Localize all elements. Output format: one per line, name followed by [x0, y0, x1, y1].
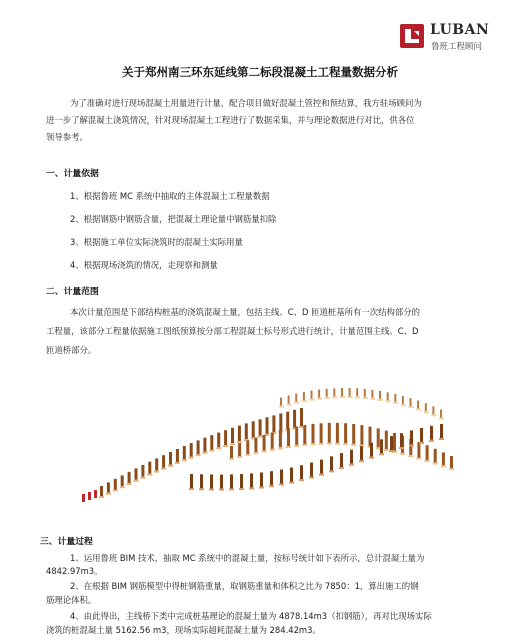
pile-column [252, 421, 255, 437]
pile-column [100, 486, 103, 496]
pile-column [190, 474, 193, 488]
pile-column [312, 424, 315, 443]
pile-column [114, 479, 117, 490]
pile-column [94, 490, 97, 498]
pile-column [326, 389, 328, 397]
pile-cap [309, 477, 314, 479]
pile-column [169, 452, 172, 465]
pile-cap [439, 418, 444, 420]
pile-column [344, 423, 347, 443]
pile-column [350, 450, 353, 464]
pile-cap [327, 443, 332, 445]
pile-cap [258, 436, 263, 438]
pile-cap [120, 486, 125, 488]
pile-column [240, 474, 243, 488]
pile-cap [287, 404, 292, 406]
pile-cap [140, 477, 145, 479]
pile-cap [279, 406, 284, 408]
pile-column [430, 426, 433, 440]
section-heading-process: 三、计量过程 [40, 537, 93, 547]
pile-cap [343, 443, 348, 445]
list-item: 4、根据现场浇筑的情况，走现察和测量 [70, 260, 218, 270]
pile-column [190, 443, 193, 457]
pile-cap [425, 460, 430, 462]
pile-cap [127, 483, 132, 485]
list-item: 1、根据鲁班 MC 系统中抽取的主体混凝土工程量数据 [70, 191, 270, 201]
pile-cap [319, 443, 324, 445]
pile-column [197, 440, 200, 454]
pile-cap [349, 464, 354, 466]
pile-cap [229, 488, 234, 490]
pile-column [238, 426, 241, 442]
pile-cap [384, 449, 389, 451]
pile-cap [332, 396, 337, 398]
pile-cap [299, 479, 304, 481]
pile-cap [424, 411, 429, 413]
pile-column [155, 458, 158, 470]
pile-cap [359, 460, 364, 462]
pile-column [238, 443, 241, 456]
intro-line-1: 为了准确对进行现场混凝土用量进行计量，配合项目做好混凝土管控和预结算，我方驻场顾问为 [70, 98, 422, 108]
pile-column [387, 392, 389, 400]
pile-column [300, 465, 303, 479]
pile-column [311, 391, 313, 399]
process-line: 筋理论体积。 [46, 595, 97, 605]
pile-cap [369, 457, 374, 459]
pile-column [88, 492, 91, 500]
document-title: 关于郑州南三环东延线第二标段混凝土工程量数据分析 [122, 65, 398, 79]
pile-column [288, 396, 290, 404]
pile-cap [202, 452, 207, 454]
pile-cap [230, 443, 235, 445]
pile-cap [386, 400, 391, 402]
pile-column [390, 436, 393, 450]
pile-column [400, 433, 403, 447]
pile-cap [317, 398, 322, 400]
pile-cap [294, 445, 299, 447]
pile-column [260, 473, 263, 487]
process-line: 1、运用鲁班 BIM 技术，抽取 MC 系统中的混凝土量，按标号统计如下表所示，总计混凝土量为 [70, 553, 425, 563]
pile-cap [279, 484, 284, 486]
pile-cap [379, 453, 384, 455]
pile-column [300, 408, 303, 426]
pile-column [328, 423, 331, 443]
pile-column [341, 388, 343, 396]
pile-column [287, 428, 290, 446]
pile-column [440, 410, 442, 418]
pile-foundation-bim-diagram [80, 368, 470, 528]
pile-column [394, 394, 396, 402]
pile-column [318, 390, 320, 398]
pile-cap [335, 443, 340, 445]
pile-column [135, 468, 138, 479]
pile-column [259, 419, 262, 435]
pile-column [434, 449, 437, 463]
list-item: 3、根据施工单位实际浇筑时的混凝土实际用量 [70, 237, 243, 247]
pile-column [340, 453, 343, 467]
pile-cap [147, 474, 152, 476]
pile-column [320, 460, 323, 474]
pile-column [420, 428, 423, 442]
pile-column [290, 468, 293, 482]
pile-column [220, 475, 223, 489]
pile-column [231, 428, 234, 443]
pile-column [176, 449, 179, 462]
pile-column [121, 475, 124, 486]
pile-column [280, 398, 282, 406]
pile-column [162, 455, 165, 468]
pile-column [330, 456, 333, 470]
intro-line-2: 进一步了解混凝土浇筑情况，针对现场混凝土工程进行了数据采集，并与理论数据进行对比，供各位 [46, 115, 415, 125]
pile-column [371, 390, 373, 398]
pile-cap [393, 402, 398, 404]
pile-cap [219, 489, 224, 491]
pile-cap [355, 396, 360, 398]
section-heading-basis: 一、计量依据 [46, 169, 99, 179]
pile-column [230, 474, 233, 488]
pile-cap [409, 406, 414, 408]
pile-column [349, 388, 351, 396]
pile-cap [154, 471, 159, 473]
pile-column [203, 438, 206, 452]
pile-column [250, 473, 253, 487]
pile-cap [339, 467, 344, 469]
pile-cap [416, 458, 421, 460]
pile-column [410, 398, 412, 406]
pile-column [200, 474, 203, 488]
pile-cap [175, 462, 180, 464]
process-line: 4842.97m3。 [46, 566, 103, 576]
pile-column [426, 445, 429, 460]
pile-cap [376, 447, 381, 449]
pile-cap [168, 465, 173, 467]
scope-line-2: 工程量，该部分工程量依据施工图纸预算按分部工程混凝土标号形式进行统计，计量范围主线、C、D [46, 326, 419, 336]
intro-line-3: 领导参考。 [46, 132, 88, 142]
pile-cap [237, 456, 242, 458]
pile-column [360, 425, 363, 445]
pile-cap [253, 452, 258, 454]
pile-column [352, 424, 355, 444]
pile-column [266, 417, 269, 434]
pile-cap [419, 442, 424, 444]
pile-cap [189, 457, 194, 459]
pile-column [393, 433, 396, 451]
pile-cap [400, 453, 405, 455]
process-line: 2、在根据 BIM 钢筋模型中得桩钢筋重量，取钢筋重量和体积之比为 7850：1，算出施工的钢 [70, 581, 419, 591]
list-item: 2、根据钢筋中钢筋含量，把混凝土理论量中钢筋量扣除 [70, 214, 277, 224]
pile-cap [245, 454, 250, 456]
pile-column [440, 424, 443, 438]
pile-cap [237, 441, 242, 443]
pile-column [417, 442, 420, 458]
pile-column [141, 465, 144, 477]
pile-column [286, 412, 289, 429]
pile-cap [311, 443, 316, 445]
pile-cap [433, 463, 438, 465]
pile-cap [351, 444, 356, 446]
pile-cap [161, 468, 166, 470]
pile-cap [223, 445, 228, 447]
pile-column [279, 414, 282, 431]
pile-column [336, 423, 339, 443]
pile-cap [134, 480, 139, 482]
pile-column [385, 431, 388, 449]
pile-column [128, 472, 131, 483]
pile-cap [270, 449, 275, 451]
pile-cap [416, 409, 421, 411]
pile-column [402, 396, 404, 404]
pile-column [442, 452, 445, 465]
pile-column [246, 440, 249, 454]
pile-column [360, 446, 363, 460]
pile-column [432, 406, 434, 414]
pile-cap [378, 399, 383, 401]
pile-cap [408, 455, 413, 457]
pile-cap [113, 490, 118, 492]
pile-column [107, 482, 110, 492]
pile-cap [370, 398, 375, 400]
pile-column [377, 428, 380, 447]
pile-cap [340, 396, 345, 398]
pile-column [303, 425, 306, 444]
pile-column [82, 494, 85, 502]
pile-cap [399, 447, 404, 449]
pile-cap [302, 444, 307, 446]
pile-column [320, 423, 323, 443]
pile-cap [196, 454, 201, 456]
scope-line-1: 本次计量范围是下部结构桩基的浇筑混凝土量，包括主线、C、D 匝道桩基所有一次结构部分的 [70, 307, 420, 317]
pile-cap [325, 397, 330, 399]
pile-column [310, 463, 313, 477]
pile-column [450, 456, 453, 468]
pile-column [210, 475, 213, 489]
pile-column [224, 430, 227, 445]
pile-column [356, 388, 358, 396]
luban-logo [400, 22, 510, 56]
pile-cap [302, 400, 307, 402]
pile-column [272, 415, 275, 432]
pile-column [293, 410, 296, 428]
pile-cap [439, 438, 444, 440]
pile-cap [389, 450, 394, 452]
pile-cap [319, 474, 324, 476]
pile-cap [441, 465, 446, 467]
pile-cap [310, 399, 315, 401]
pile-cap [449, 468, 454, 470]
pile-cap [229, 458, 234, 460]
pile-column [417, 401, 419, 409]
pile-cap [409, 444, 414, 446]
pile-column [380, 439, 383, 453]
pile-column [279, 430, 282, 447]
pile-column [230, 446, 233, 458]
pile-column [245, 423, 248, 439]
pile-cap [199, 488, 204, 490]
pile-cap [216, 447, 221, 449]
scope-line-3: 匝道桥部分。 [46, 345, 97, 355]
pile-cap [363, 397, 368, 399]
pile-column [425, 403, 427, 411]
pile-cap [294, 402, 299, 404]
process-line: 浇筑的桩混凝土量 5162.56 m3，现场实际超耗混凝土量为 284.42m3。 [46, 625, 321, 635]
pile-column [364, 389, 366, 397]
pile-cap [249, 487, 254, 489]
process-line: 4、由此得出，主线桥下类中完成桩基理论的混凝土量为 4878.14m3（扣钢筋），再对比现场实际 [70, 611, 432, 621]
pile-column [410, 430, 413, 444]
pile-cap [99, 496, 104, 498]
pile-column [217, 433, 220, 448]
pile-cap [106, 493, 111, 495]
pile-cap [286, 446, 291, 448]
pile-cap [209, 489, 214, 491]
pile-column [370, 443, 373, 457]
pile-column [183, 446, 186, 459]
pile-column [270, 471, 273, 485]
pile-cap [431, 414, 436, 416]
pile-cap [289, 482, 294, 484]
pile-column [263, 435, 266, 451]
pile-cap [278, 447, 283, 449]
pile-column [210, 435, 213, 449]
pile-cap [189, 488, 194, 490]
pile-cap [269, 485, 274, 487]
pile-cap [401, 404, 406, 406]
luban-logo-icon [400, 24, 424, 48]
pile-column [379, 391, 381, 399]
pile-cap [182, 459, 187, 461]
pile-cap [348, 396, 353, 398]
logo-wordmark: LUBAN [430, 22, 490, 38]
pile-column [254, 438, 257, 453]
pile-column [271, 433, 274, 449]
pile-cap [262, 451, 267, 453]
pile-cap [299, 426, 304, 428]
pile-cap [239, 488, 244, 490]
pile-cap [429, 440, 434, 442]
pile-column [295, 427, 298, 445]
pile-cap [259, 487, 264, 489]
pile-column [280, 470, 283, 484]
pile-column [303, 392, 305, 400]
pile-column [295, 394, 297, 402]
pile-column [333, 388, 335, 396]
logo-subtitle: 鲁班工程顾问 [431, 42, 483, 52]
pile-cap [209, 450, 214, 452]
pile-column [148, 462, 151, 474]
pile-cap [329, 470, 334, 472]
section-heading-scope: 二、计量范围 [46, 287, 99, 297]
